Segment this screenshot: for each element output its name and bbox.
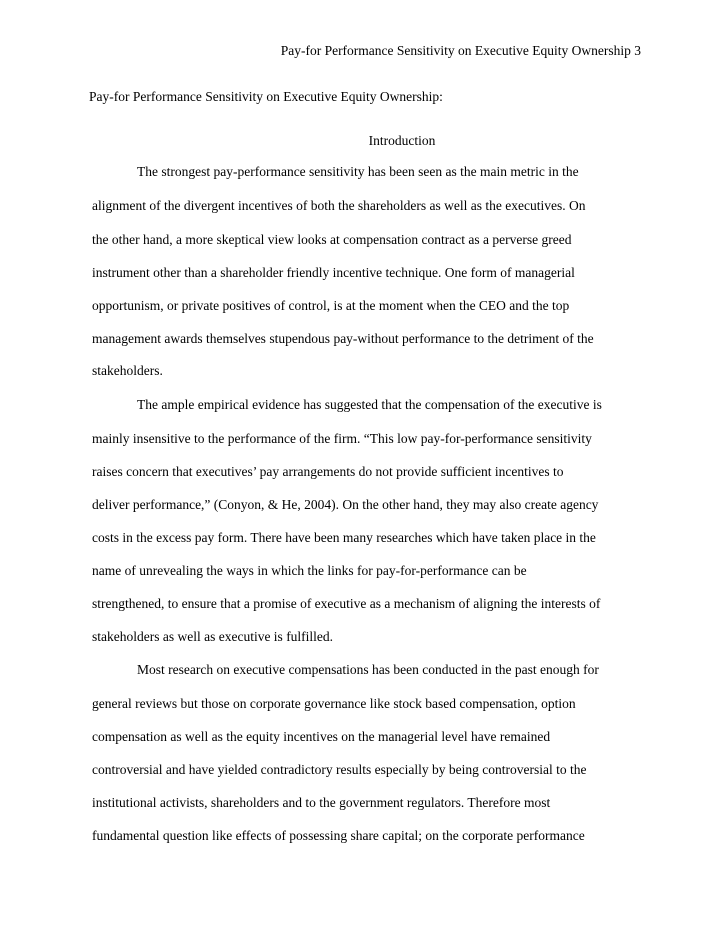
paragraph-line: deliver performance,” (Conyon, & He, 2004). On the other hand, they may also create agency	[92, 497, 599, 512]
paragraph-line: stakeholders as well as executive is fulfilled.	[92, 629, 334, 644]
paragraph-line: the other hand, a more skeptical view looks at compensation contract as a perverse greed	[92, 232, 572, 247]
paragraph-line: alignment of the divergent incentives of both the shareholders as well as the executives. On	[92, 198, 586, 213]
paragraph-line: costs in the excess pay form. There have been many researches which have taken place in the	[92, 530, 596, 545]
document-title: Pay-for Performance Sensitivity on Executive Equity Ownership:	[89, 89, 443, 104]
paragraph-line: name of unrevealing the ways in which the links for pay-for-performance can be	[92, 563, 527, 578]
paragraph-line: The ample empirical evidence has suggested that the compensation of the executive is	[137, 397, 602, 412]
paragraph-line: stakeholders.	[92, 363, 163, 378]
paragraph-line: management awards themselves stupendous pay-without performance to the detriment of the	[92, 331, 594, 346]
paragraph-line: controversial and have yielded contradictory results especially by being controversial to the	[92, 762, 587, 777]
paragraph-line: Most research on executive compensations has been conducted in the past enough for	[137, 662, 599, 677]
paragraph-line: strengthened, to ensure that a promise of executive as a mechanism of aligning the interests of	[92, 596, 601, 611]
paragraph-line: compensation as well as the equity incentives on the managerial level have remained	[92, 729, 551, 744]
paragraph-line: instrument other than a shareholder friendly incentive technique. One form of managerial	[92, 265, 575, 280]
paragraph-line: mainly insensitive to the performance of the firm. “This low pay-for-performance sensitivity	[92, 431, 592, 446]
paragraph-line: opportunism, or private positives of control, is at the moment when the CEO and the top	[92, 298, 570, 313]
running-head: Pay-for Performance Sensitivity on Executive Equity Ownership 3	[280, 43, 641, 58]
paragraph-line: institutional activists, shareholders and to the government regulators. Therefore most	[92, 795, 551, 810]
section-heading: Introduction	[368, 133, 436, 148]
paragraph-line: general reviews but those on corporate governance like stock based compensation, option	[92, 696, 576, 711]
paragraph-line: The strongest pay-performance sensitivity has been seen as the main metric in the	[137, 164, 579, 179]
paragraph-line: fundamental question like effects of possessing share capital; on the corporate performance	[92, 828, 585, 843]
paragraph-line: raises concern that executives’ pay arrangements do not provide sufficient incentives to	[92, 464, 564, 479]
